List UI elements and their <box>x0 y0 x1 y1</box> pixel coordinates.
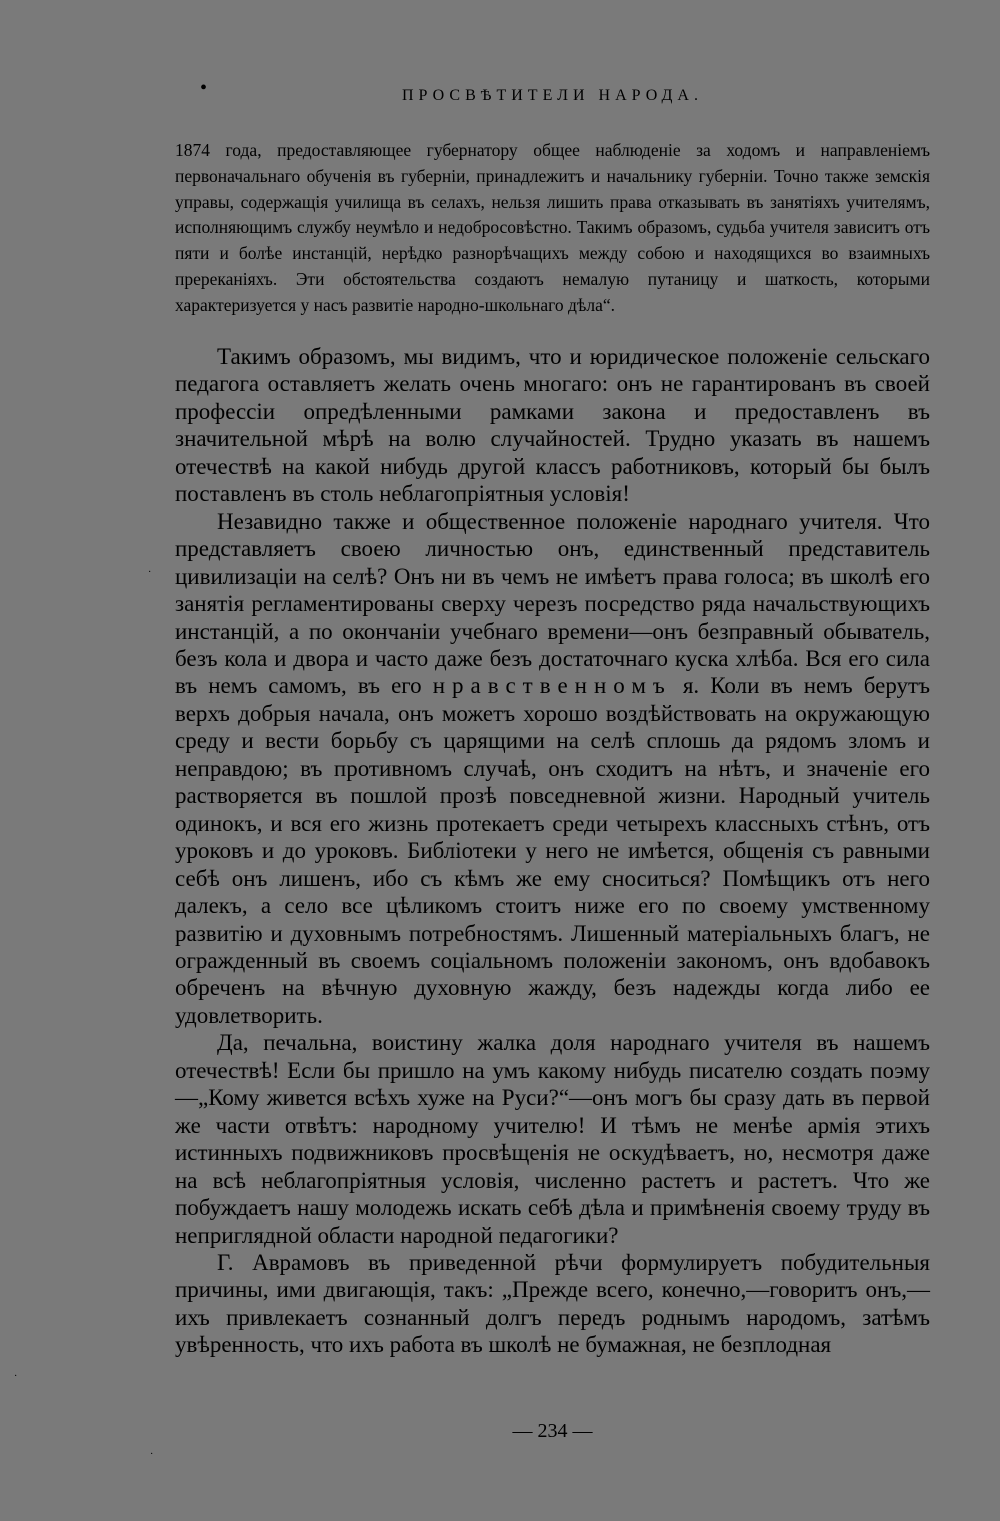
paragraph: Г. Аврамовъ въ приведенной рѣчи формулируетъ побудительныя причины, ими двигающія, такъ: „Прежде всего, конечно,—говоритъ онъ,—ихъ привлекаетъ сознанный долгъ передъ роднымъ народомъ, затѣмъ увѣренность, что ихъ работа въ школѣ не бумажная, не безплодная <box>175 1249 930 1358</box>
emphasized-word: нравственномъ <box>432 673 672 699</box>
paragraph: Такимъ образомъ, мы видимъ, что и юридическое положеніе сельскаго педагога оставляетъ желать очень многаго: онъ не гарантированъ въ своей профессіи опредѣленными рамками закона и предоставленъ въ значительной мѣрѣ на волю случайностей. Трудно указать въ нашемъ отечествѣ на какой нибудь другой классъ работниковъ, который бы былъ поставленъ въ столь неблагопріятныя условія! <box>175 344 930 507</box>
paragraph: Да, печальна, воистину жалка доля народнаго учителя въ нашемъ отечествѣ! Если бы пришло на умъ какому нибудь писателю создать поэму—„Кому живется всѣхъ хуже на Руси?“—онъ могъ бы сразу дать въ первой же части отвѣтъ: народному учителю! И тѣмъ не менѣе армія этихъ истинныхъ подвижниковъ просвѣщенія не оскудѣваетъ, но, несмотря даже на всѣ неблагопріятныя условія, численно растетъ и растетъ. Что же побуждаетъ нашу молодежь искать себѣ дѣла и примѣненія своему труду въ неприглядной области народной педагогики? <box>175 1030 930 1248</box>
running-head: ПРОСВѢТИТЕЛИ НАРОДА. <box>402 87 703 104</box>
paragraph-text: Незавидно также и общественное положеніе народнаго учителя. Что представляетъ своею личностью онъ, единственный представитель цивилизаціи на селѣ? Онъ ни въ чемъ не имѣетъ права голоса; въ школѣ его занятія регламентированы сверху черезъ посредство ряда начальствующихъ инстанцій, а по окончаніи учебнаго времени—онъ безправный обыватель, безъ кола и двора и часто даже безъ достаточнаго куска хлѣба. Вся его сила въ немъ самомъ, въ его <box>175 508 930 699</box>
paragraph-text: я. Коли въ немъ берутъ верхъ добрыя начала, онъ можетъ хорошо воздѣйствовать на окружающую среду и вести борьбу съ царящими на селѣ сплошь да рядомъ зломъ и неправдою; въ противномъ случаѣ, онъ сходитъ на нѣтъ, и значеніе его растворяется въ пошлой прозѣ повседневной жизни. Народный учитель одинокъ, и вся его жизнь протекаетъ среди четырехъ классныхъ стѣнъ, отъ уроковъ и до уроковъ. Библіотеки у него не имѣется, общенія съ равными себѣ онъ лишенъ, ибо съ кѣмъ же ему сноситься? Помѣщикъ отъ него далекъ, а село все цѣликомъ стоитъ ниже его по своему умственному развитію и духовнымъ потребностямъ. Лишенный матеріальныхъ благъ, не огражденный въ своемъ соціальномъ положеніи закономъ, онъ вдобавокъ обреченъ на вѣчную духовную жажду, безъ надежды когда либо ее удовлетворить. <box>175 673 930 1028</box>
paragraph <box>175 508 930 1030</box>
body-text <box>175 343 930 1359</box>
scan-speck: · <box>148 567 152 578</box>
scan-speck: · <box>14 1371 18 1382</box>
page-number: — 234 — <box>512 1420 593 1442</box>
scan-speck: · <box>150 1449 154 1460</box>
quoted-passage: 1874 года, предоставляющее губернатору общее наблюденіе за ходомъ и направленіемъ первоначальнаго обученія въ губерніи, принадлежитъ и начальнику губерніи. Точно также земскія управы, содержащія училища въ селахъ, нельзя лишить права отказывать въ занятіяхъ учителямъ, исполняющимъ службу неумѣло и недобросовѣстно. Такимъ образомъ, судьба учителя зависитъ отъ пяти и болѣе инстанцій, нерѣдко разнорѣчащихъ между собою и находящихся во взаимныхъ пререканіяхъ. Эти обстоятельства создаютъ немалую путаницу и шаткость, которыми характеризуется у насъ развитіе народно-школьнаго дѣла“. <box>175 140 930 315</box>
header-bullet: • <box>200 77 208 99</box>
